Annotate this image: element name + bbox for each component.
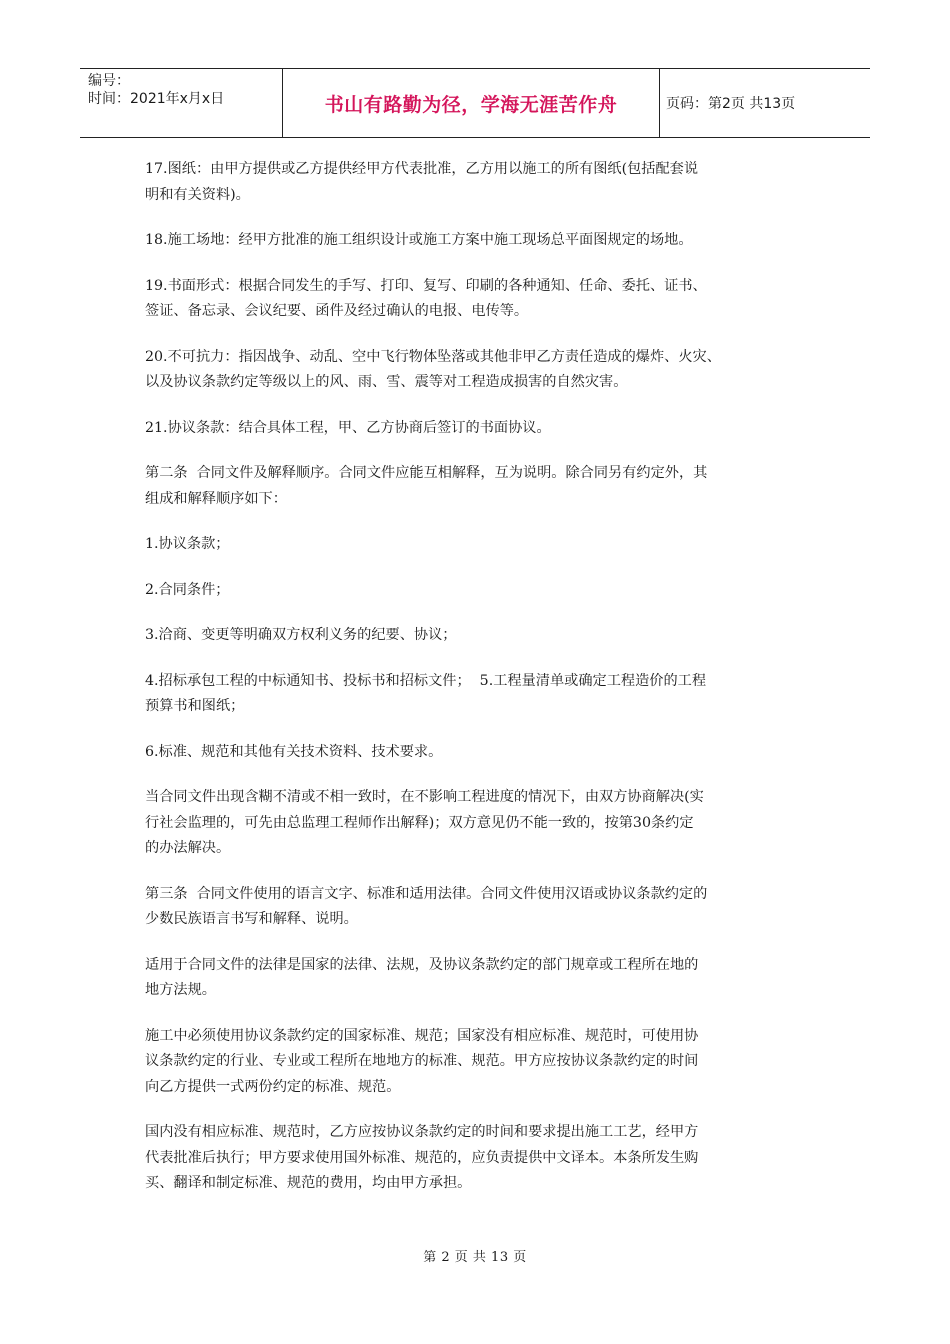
serial-label: 编号：	[88, 73, 130, 89]
paragraph: 20.不可抗力：指因战争、动乱、空中飞行物体坠落或其他非甲乙方责任造成的爆炸、火灾、 以及协议条款约定等级以上的风、雨、雪、震等对工程造成损害的自然灾害。	[145, 348, 721, 390]
paragraph: 第三条 合同文件使用的语言文字、标准和适用法律。合同文件使用汉语或协议条款约定的 少数民族语言书写和解释、说明。	[145, 885, 708, 927]
date-label: 时间：2021年x月x日	[88, 91, 225, 107]
paragraph: 21.协议条款：结合具体工程，甲、乙方协商后签订的书面协议。	[145, 419, 551, 436]
paragraph: 国内没有相应标准、规范时，乙方应按协议条款约定的时间和要求提出施工工艺，经甲方 代表批准后执行；甲方要求使用国外标准、规范的，应负责提供中文译本。本条所发生购 买、翻译和制定标准、规范的费用，均由甲方承担。	[145, 1124, 699, 1191]
document-body	[145, 157, 810, 1217]
paragraph: 当合同文件出现含糊不清或不相一致时，在不影响工程进度的情况下，由双方协商解决(实 行社会监理的，可先由总监理工程师作出解释)；双方意见仍不能一致的，按第30条约定 的办法解决。	[145, 789, 704, 856]
paragraph: 17.图纸：由甲方提供或乙方提供经甲方代表批准，乙方用以施工的所有图纸(包括配套说 明和有关资料)。	[145, 161, 699, 203]
paragraph: 第二条 合同文件及解释顺序。合同文件应能互相解释，互为说明。除合同另有约定外，其 组成和解释顺序如下：	[145, 465, 708, 507]
header-motto: 书山有路勤为径，学海无涯苦作舟	[282, 69, 660, 137]
paragraph: 6.标准、规范和其他有关技术资料、技术要求。	[145, 743, 443, 760]
paragraph: 2.合同条件；	[145, 581, 230, 598]
paragraph: 适用于合同文件的法律是国家的法律、法规，及协议条款约定的部门规章或工程所在地的 地方法规。	[145, 956, 699, 998]
paragraph: 4.招标承包工程的中标通知书、投标书和招标文件； 5.工程量清单或确定工程造价的工程 预算书和图纸；	[145, 672, 707, 714]
paragraph: 1.协议条款；	[145, 536, 230, 552]
paragraph: 施工中必须使用协议条款约定的国家标准、规范；国家没有相应标准、规范时，可使用协 议条款约定的行业、专业或工程所在地地方的标准、规范。甲方应按协议条款约定的时间 向乙方提供一式两份约定的标准、规范。	[145, 1027, 699, 1095]
paragraph: 3.洽商、变更等明确双方权利义务的纪要、协议；	[145, 627, 457, 643]
paragraph: 19.书面形式：根据合同发生的手写、打印、复写、印刷的各种通知、任命、委托、证书、 签证、备忘录、会议纪要、函件及经过确认的电报、电传等。	[145, 277, 707, 319]
page-footer: 第 2 页 共 13 页	[423, 1250, 527, 1265]
page-header	[80, 68, 870, 138]
paragraph: 18.施工场地：经甲方批准的施工组织设计或施工方案中施工现场总平面图规定的场地。	[145, 232, 693, 248]
header-page-info: 页码：第2页 共13页	[666, 96, 796, 112]
header-meta	[80, 69, 282, 137]
